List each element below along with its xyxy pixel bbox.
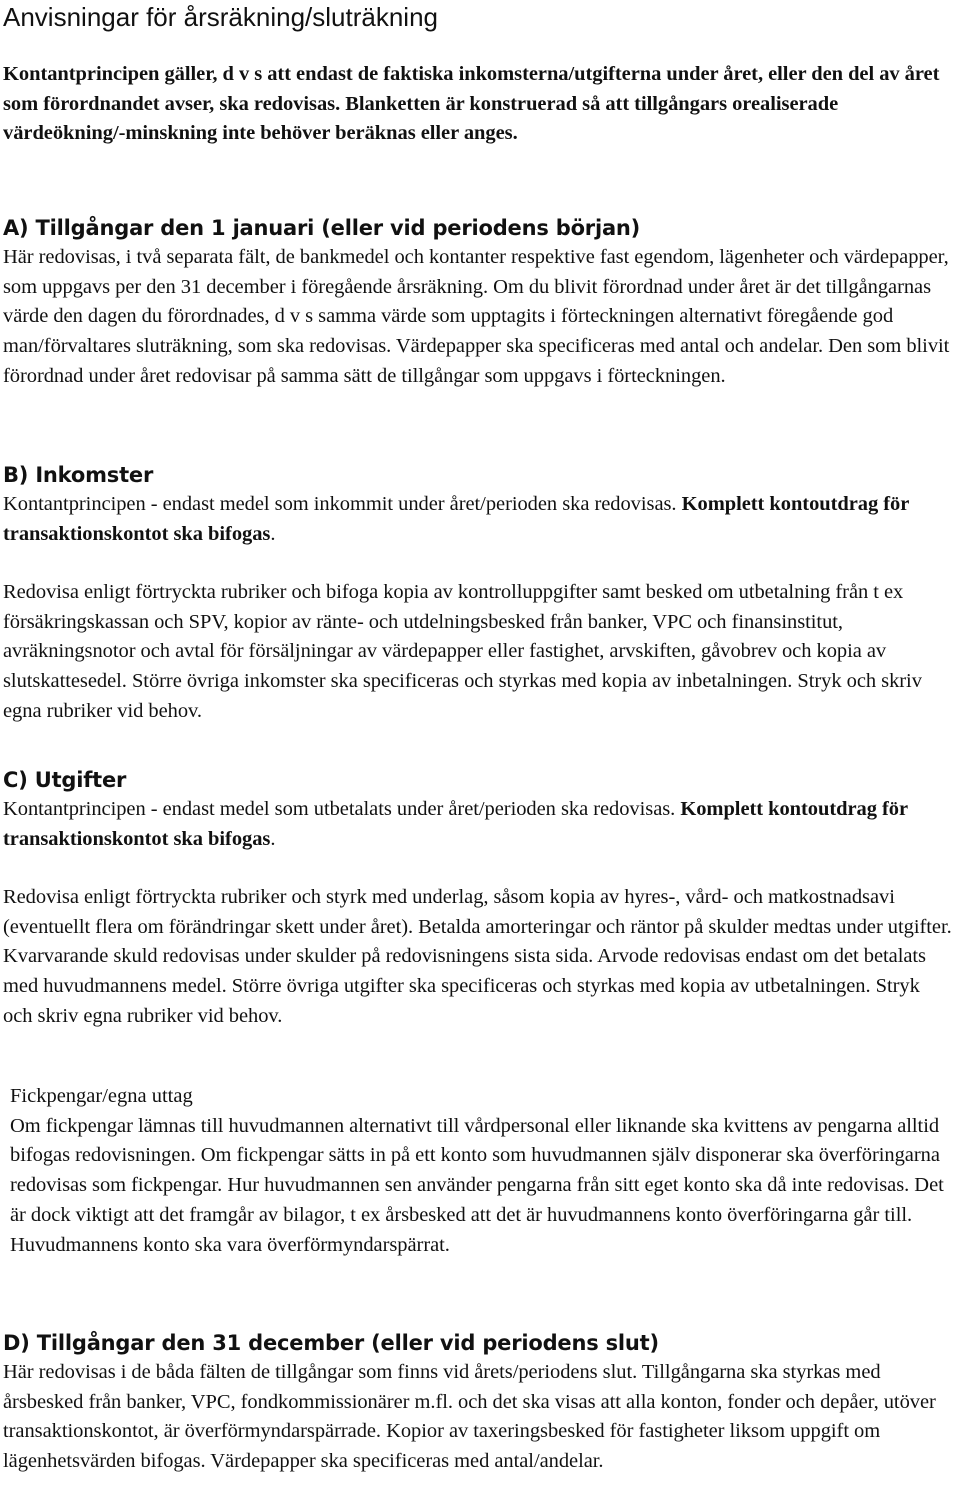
section-a xyxy=(3,213,954,392)
section-c-details xyxy=(3,883,954,1032)
intro-paragraph: Kontantprincipen gäller, d v s att endast de faktiska inkomsterna/utgifterna under året, eller den del av året som förordnandet avser, ska redovisas. Blanketten är konstruerad så att tillgångars orealiserade värdeökning/-minskning inte behöver beräknas eller anges. xyxy=(3,63,940,145)
section-b-bold-note: Komplett kontoutdrag för transaktionskontot ska bifogas xyxy=(3,493,909,545)
section-c-lead: Kontantprincipen - endast medel som utbetalats under året/perioden ska redovisas. xyxy=(3,798,676,820)
section-d xyxy=(3,1328,954,1477)
section-fickpengar-heading: Fickpengar/egna uttag xyxy=(10,1085,193,1107)
section-b xyxy=(3,460,954,549)
section-c xyxy=(3,765,954,854)
section-fickpengar-text: Om fickpengar lämnas till huvudmannen alternativt till vårdpersonal eller liknande ska kvittens av pengarna alltid bifogas redovisningen. Om fickpengar sätts in på ett konto som huvudmannen själv disponerar ska överföringarna redovisas som fickpengar. Hur huvudmannen sen använder pengarna från sitt eget konto ska då inte redovisas. Det är dock viktigt att det framgår av bilagor, t ex årsbesked att det är huvudmannens konto överföringarna går till. Huvudmannens konto ska vara överförmyndarspärrat. xyxy=(10,1114,944,1256)
section-b-lead: Kontantprincipen - endast medel som inkommit under året/perioden ska redovisas. xyxy=(3,493,677,515)
section-b-period: . xyxy=(270,522,276,545)
section-fickpengar xyxy=(10,1082,954,1260)
section-b-text2: Redovisa enligt förtryckta rubriker och bifoga kopia av kontrolluppgifter samt besked om utbetalning från t ex försäkringskassan och SPV, kopior av ränte- och utdelningsbesked från banker, VPC och finansinstitut, avräkningsnotor och avtal för försäljningar av värdepapper eller fastighet, arvskiften, gåvobrev och kopia av slutskattesedel. Större övriga inkomster ska specificeras och styrkas med kopia av inbetalningen. Stryk och skriv egna rubriker vid behov. xyxy=(3,581,922,722)
section-c-text2: Redovisa enligt förtryckta rubriker och styrk med underlag, såsom kopia av hyres-, vård- och matkostnadsavi (eventuellt flera om förändringar skett under året). Betalda amorteringar och räntor på skulder medtas under utgifter. Kvarvarande skuld redovisas under skulder på redovisningens sista sida. Arvode redovisas endast om det betalats med huvudmannens medel. Större övriga utgifter ska specificeras och styrkas med kopia av utbetalningen. Stryk och skriv egna rubriker vid behov. xyxy=(3,886,952,1027)
section-d-text: Här redovisas i de båda fälten de tillgångar som finns vid årets/periodens slut. Tillgångarna ska styrkas med årsbesked från banker, VPC, fondkommissionärer m.fl. och det ska visas att alla konton, fonder och depåer, utöver transaktionskontot, är överförmyndarspärrade. Kopior av taxeringsbesked för fastigheter liksom uppgift om lägenhetsvärden bifogas. Värdepapper ska specificeras med antal/andelar. xyxy=(3,1361,936,1473)
section-b-details xyxy=(3,578,954,727)
page-title: Anvisningar för årsräkning/sluträkning xyxy=(3,2,438,32)
section-d-heading: D) Tillgångar den 31 december (eller vid periodens slut) xyxy=(3,1331,659,1355)
section-b-text xyxy=(3,490,954,549)
section-a-heading: A) Tillgångar den 1 januari (eller vid periodens början) xyxy=(3,216,641,240)
section-b-heading: B) Inkomster xyxy=(3,463,154,487)
section-c-heading: C) Utgifter xyxy=(3,768,127,792)
section-c-bold-note: Komplett kontoutdrag för transaktionskontot ska bifogas xyxy=(3,798,908,850)
section-c-period: . xyxy=(270,827,276,850)
section-a-text: Här redovisas, i två separata fält, de bankmedel och kontanter respektive fast egendom, lägenheter och värdepapper, som uppgavs per den 31 december i föregående årsräkning. Om du blivit förordnad under året är det tillgångarnas värde den dagen du förordnades, d v s samma värde som upptagits i förteckningen alternativt föregående god man/förvaltares sluträkning, som ska redovisas. Värdepapper ska specificeras med antal och andelar. Den som blivit förordnad under året redovisar på samma sätt de tillgångar som uppgavs i förteckningen. xyxy=(3,246,950,387)
section-c-text xyxy=(3,795,954,854)
